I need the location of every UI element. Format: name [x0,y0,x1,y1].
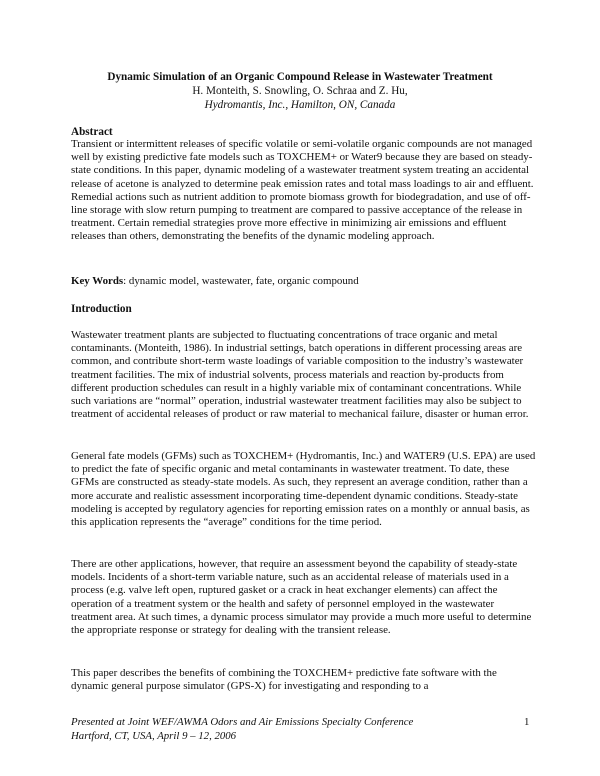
keywords-line [71,275,537,288]
abstract-text [71,138,537,244]
title-block [60,70,540,112]
footer-location-date: Hartford, CT, USA, April 9 – 12, 2006 [71,729,237,742]
intro-paragraph-4 [71,667,537,693]
intro-paragraph-2 [71,450,537,529]
intro-paragraph-3 [71,558,537,637]
paragraph-text: There are other applications, however, that require an assessment beyond the capability of steady-state models. Incidents of a short-term variable nature, such as an accidental release of materials used in a process (e.g. valve left open, ruptured gasket or a crack in heat exchanger elements) can affect the operation of a treatment system or the health and safety of personnel employed in the wastewater treatment area. At such times, a dynamic process simulator may provide a much more useful to determine the appropriate response or strategy for dealing with the transient release. [71,558,532,637]
paragraph-text: Wastewater treatment plants are subjected to fluctuating concentrations of trace organic and metal contaminants. (Monteith, 1986). In industrial settings, batch operations in different processing areas are common, and contribute short-term waste loadings of variable composition to the industry’s wastewater treatment facilities. The mix of industrial solvents, process materials and reaction by-products from different production schedules can result in a highly variable mix of contaminant concentrations. While such variations are “normal” operation, industrial wastewater treatment facilities may also be subject to treatment of accidental releases of product or raw material to mechanical failure, disaster or human error. [71,329,529,421]
intro-paragraph-1 [71,329,537,421]
paper-title: Dynamic Simulation of an Organic Compound Release in Wastewater Treatment [107,71,493,83]
footer-conference: Presented at Joint WEF/AWMA Odors and Air Emissions Specialty Conference [71,716,414,728]
page-footer [71,716,537,743]
author-list: H. Monteith, S. Snowling, O. Schraa and Z. Hu, [192,85,408,97]
keywords-label: Key Words [71,275,124,287]
paragraph-text: This paper describes the benefits of combining the TOXCHEM+ predictive fate software with the dynamic general purpose simulator (GPS-X) for investigating and responding to a [71,667,497,693]
keywords-text: : dynamic model, wastewater, fate, organic compound [123,275,359,287]
paragraph-text: General fate models (GFMs) such as TOXCHEM+ (Hydromantis, Inc.) and WATER9 (U.S. EPA) are used to predict the fate of specific organic and metal contaminants in wastewater treatment. To date, these GFMs are constructed as steady-state models. As such, they represent an average condition, rather than a more accurate and realistic assessment incorporating time-dependent dynamic conditions. Steady-state modeling is accepted by regulatory agencies for reporting emission rates on a monthly or annual basis, as this application represents the “average” conditions for the time period. [71,450,536,529]
page-number: 1 [524,716,530,728]
affiliation: Hydromantis, Inc., Hamilton, ON, Canada [204,99,396,111]
abstract-paragraph: Transient or intermittent releases of specific volatile or semi-volatile organic compounds are not managed well by existing predictive fate models such as TOXCHEM+ or Water9 because they are based on steady-state conditions. In this paper, dynamic modeling of a wastewater treatment system treating an accidental release of acetone is analyzed to determine peak emission rates and total mass loadings to air and effluent. Remedial actions such as nutrient addition to promote biomass growth for biodegradation, and use of off-line storage with slow return pumping to treatment are compared to passive acceptance of the release in treatment. Certain remedial strategies prove more effective in minimizing air emissions and effluent releases than others, demonstrating the benefits of the dynamic modeling approach. [71,138,534,243]
abstract-heading: Abstract [71,126,113,138]
introduction-heading: Introduction [71,303,132,315]
